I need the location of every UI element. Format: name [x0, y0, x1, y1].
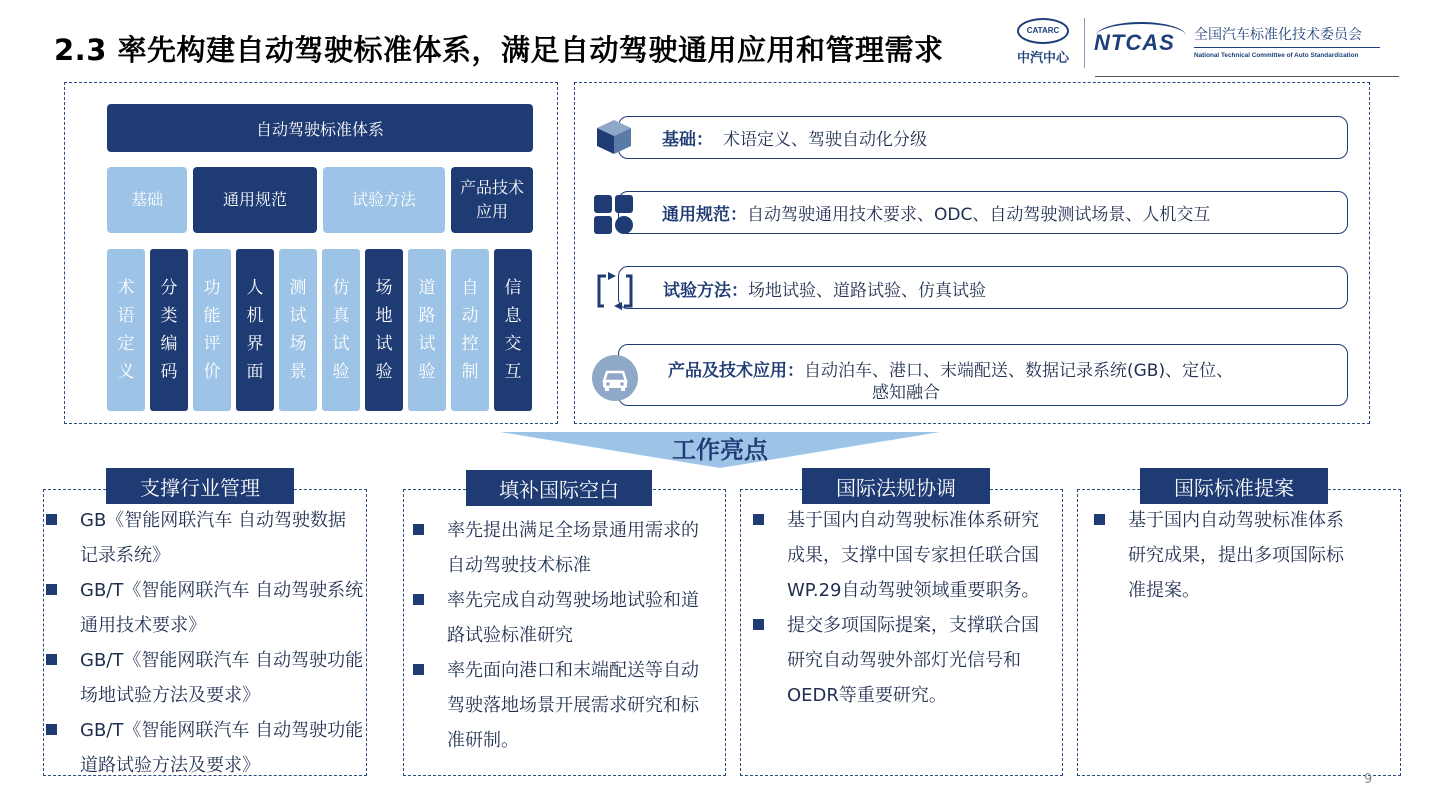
list-item: 率先提出满足全场景通用需求的自动驾驶技术标准	[413, 513, 709, 583]
leaf-hmi: 人机界面	[236, 249, 274, 411]
list-item: 基于国内自动驾驶标准体系研究成果，提出多项国际标准提案。	[1094, 503, 1356, 608]
category-test-method: 试验方法	[323, 167, 445, 233]
category-basic: 基础	[107, 167, 187, 233]
ntcas-logo: NTCAS	[1094, 30, 1175, 55]
page-title: 2.3 率先构建自动驾驶标准体系，满足自动驾驶通用应用和管理需求	[54, 33, 944, 67]
leaf-site-test: 场地试验	[365, 249, 403, 411]
list-item: 提交多项国际提案，支撑联合国研究自动驾驶外部灯光信号和OEDR等重要研究。	[753, 608, 1049, 713]
hierarchy-root: 自动驾驶标准体系	[107, 104, 533, 152]
header-logos	[1012, 16, 1392, 72]
leaf-function-eval: 功能评价	[193, 249, 231, 411]
header-rule	[1095, 76, 1399, 77]
card-industry-management-list	[46, 503, 364, 783]
catarc-logo	[1012, 18, 1074, 66]
card-international-proposal-title: 国际标准提案	[1140, 468, 1328, 504]
category-general: 通用规范	[193, 167, 317, 233]
leaf-test-scenario: 测试场景	[279, 249, 317, 411]
card-international-proposal-list	[1094, 503, 1356, 608]
logo-underline	[1194, 47, 1380, 48]
catarc-logo-name: 中汽中心	[1016, 51, 1069, 66]
list-item: 率先完成自动驾驶场地试验和道路试验标准研究	[413, 583, 709, 653]
detail-product	[668, 356, 1233, 381]
refresh-arrows-icon	[596, 270, 634, 312]
highlights-title: 工作亮点	[672, 436, 768, 464]
card-regulation-coordination-list	[753, 503, 1049, 713]
list-item: 率先面向港口和末端配送等自动驾驶落地场景开展需求研究和标准研制。	[413, 653, 709, 758]
category-product-app: 产品技术应用	[451, 167, 533, 233]
detail-basic	[662, 125, 927, 150]
car-icon	[591, 354, 639, 402]
cube-icon	[593, 116, 635, 158]
logo-divider	[1084, 18, 1085, 68]
list-item: GB/T《智能网联汽车 自动驾驶功能道路试验方法及要求》	[46, 713, 364, 783]
card-fill-gap-list	[413, 513, 709, 758]
detail-product-text: 自动泊车、港口、末端配送、数据记录系统(GB)、定位、	[804, 361, 1234, 381]
leaf-classification: 分类编码	[150, 249, 188, 411]
leaf-terminology: 术语定义	[107, 249, 145, 411]
leaf-simulation: 仿真试验	[322, 249, 360, 411]
detail-general-label: 通用规范：	[662, 205, 747, 225]
ntcas-logo-name-en: National Technical Committee of Auto Standardization	[1194, 52, 1359, 59]
detail-product-label: 产品及技术应用：	[668, 361, 804, 381]
detail-general-text: 自动驾驶通用技术要求、ODC、自动驾驶测试场景、人机交互	[747, 205, 1211, 225]
detail-basic-text: 术语定义、驾驶自动化分级	[723, 130, 927, 150]
list-item: 基于国内自动驾驶标准体系研究成果，支撑中国专家担任联合国WP.29自动驾驶领域重要职务。	[753, 503, 1049, 608]
list-item: GB《智能网联汽车 自动驾驶数据记录系统》	[46, 503, 364, 573]
list-item: GB/T《智能网联汽车 自动驾驶功能场地试验方法及要求》	[46, 643, 364, 713]
leaf-info-exchange: 信息交互	[494, 249, 532, 411]
ntcas-logo-name-cn: 全国汽车标准化技术委员会	[1194, 27, 1362, 43]
detail-test-label: 试验方法：	[663, 281, 748, 301]
leaf-auto-control: 自动控制	[451, 249, 489, 411]
catarc-logo-abbr: CATARC	[1017, 18, 1069, 44]
card-industry-management-title: 支撑行业管理	[106, 468, 294, 504]
detail-basic-label: 基础：	[662, 130, 713, 150]
detail-general	[662, 200, 1210, 225]
card-regulation-coordination-title: 国际法规协调	[802, 468, 990, 504]
detail-test	[663, 276, 986, 301]
detail-product-text-line2: 感知融合	[872, 383, 940, 403]
detail-test-text: 场地试验、道路试验、仿真试验	[748, 281, 986, 301]
grid-icon	[593, 194, 635, 236]
list-item: GB/T《智能网联汽车 自动驾驶系统通用技术要求》	[46, 573, 364, 643]
card-fill-gap-title: 填补国际空白	[466, 470, 652, 506]
leaf-road-test: 道路试验	[408, 249, 446, 411]
page-number: 9	[1364, 772, 1373, 787]
